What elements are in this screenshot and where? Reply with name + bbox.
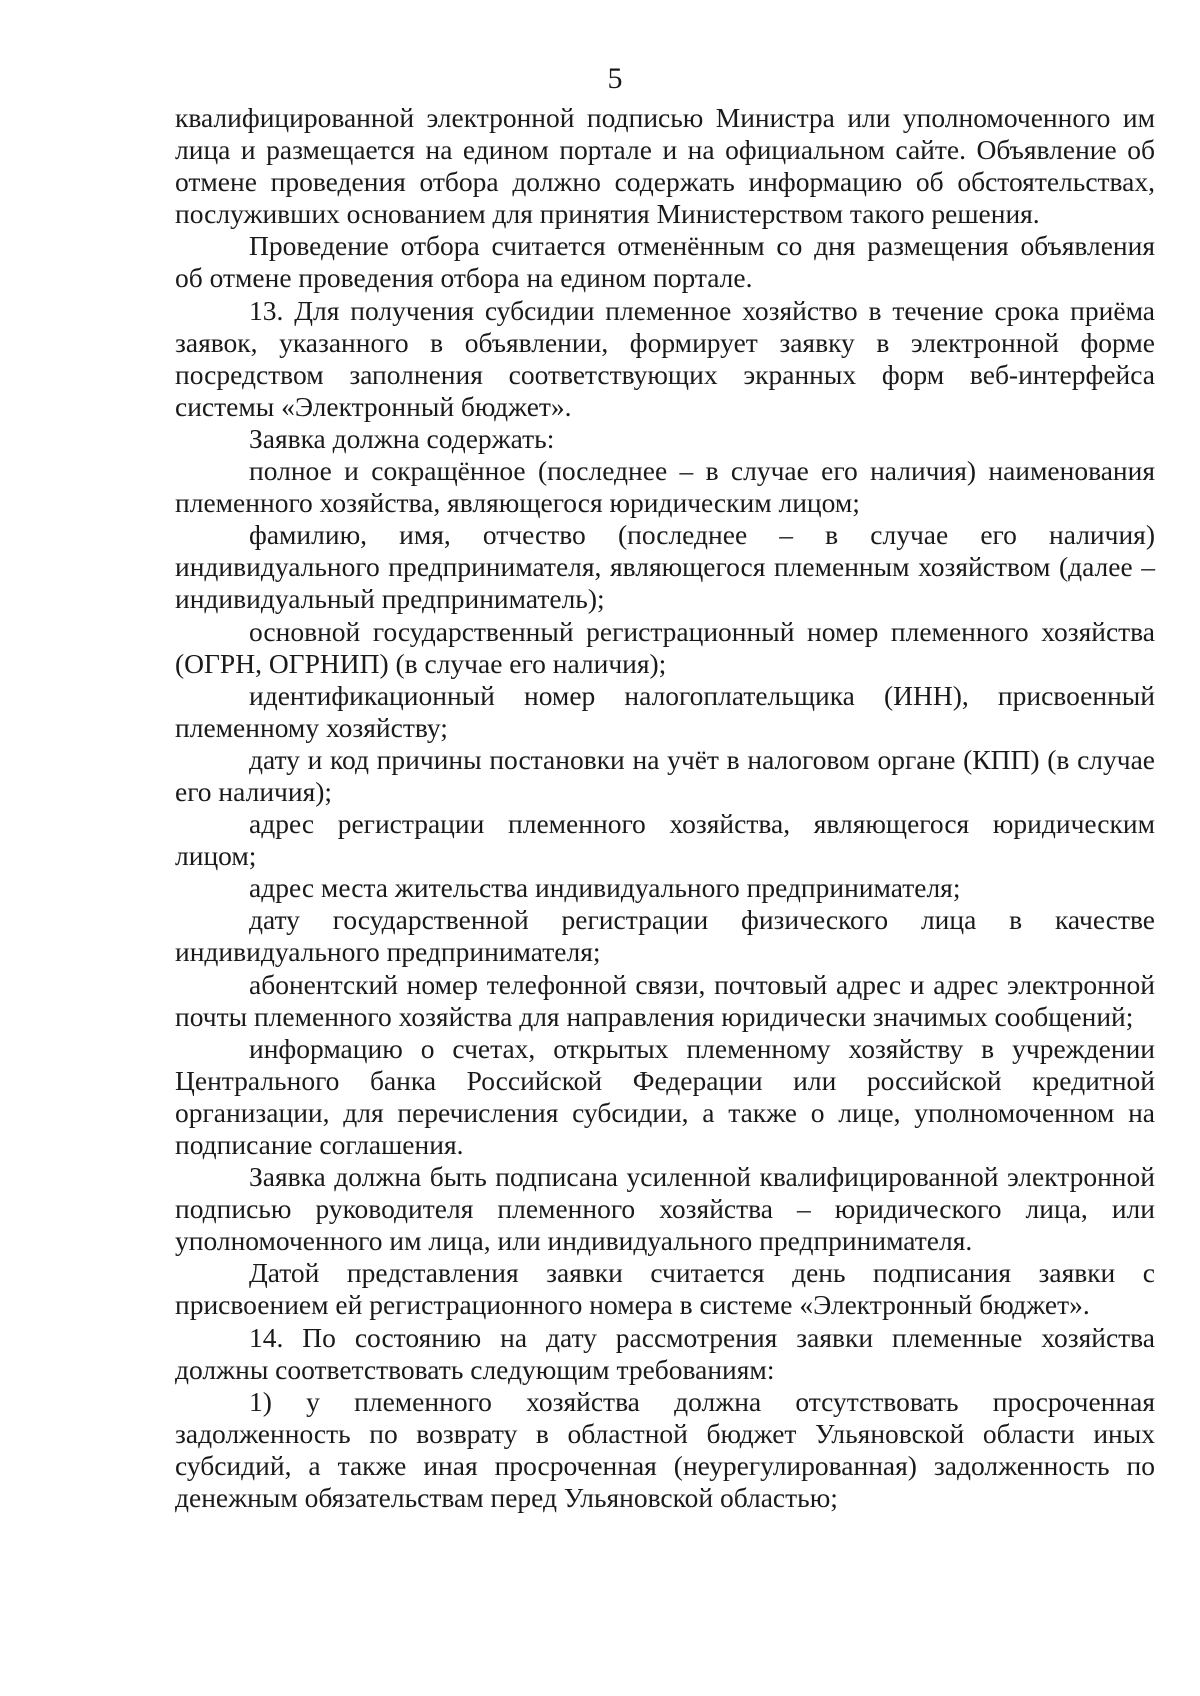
- list-item-contacts: абонентский номер телефонной связи, почтовый адрес и адрес электронной почты племенного хозяйства для направления юридически значимых сообщений;: [175, 968, 1155, 1032]
- paragraph-13: 13. Для получения субсидии племенное хозяйство в течение срока приёма заявок, указанного в объявлении, формирует заявку в электронной форме посредством заполнения соответствующих экранных форм веб-интерфейса системы «Электронный бюджет».: [175, 294, 1155, 422]
- list-item-residence-address: адрес места жительства индивидуального предпринимателя;: [249, 872, 961, 904]
- paragraph-submission-date: Датой представления заявки считается день подписания заявки с присвоением ей регистрационного номера в системе «Электронный бюджет».: [175, 1257, 1155, 1321]
- list-item-entrepreneur-name: фамилию, имя, отчество (последнее – в случае его наличия) индивидуального предпринимателя, являющегося племенным хозяйством (далее – индивидуальный предприниматель);: [175, 519, 1155, 615]
- paragraph-application-contents: Заявка должна содержать:: [249, 422, 555, 454]
- list-item-registration-address: адрес регистрации племенного хозяйства, являющегося юридическим лицом;: [175, 808, 1155, 872]
- document-body: [175, 102, 1155, 1514]
- list-item-kpp: дату и код причины постановки на учёт в налоговом органе (КПП) (в случае его наличия);: [175, 743, 1155, 807]
- paragraph-continuation: квалифицированной электронной подписью Министра или уполномоченного им лица и размещается на едином портале и на официальном сайте. Объявление об отмене проведения отбора должно содержать информацию об обстоятельствах, послуживших основанием для принятия Министерством такого решения.: [175, 102, 1155, 230]
- list-item-ogrn: основной государственный регистрационный номер племенного хозяйства (ОГРН, ОГРНИП) (в случае его наличия);: [175, 615, 1155, 679]
- list-item-bank-accounts: информацию о счетах, открытых племенному хозяйству в учреждении Центрального банка Российской Федерации или российской кредитной организации, для перечисления субсидии, а также о лице, уполномоченном на подписание соглашения.: [175, 1032, 1155, 1160]
- list-item-full-name: полное и сокращённое (последнее – в случае его наличия) наименования племенного хозяйства, являющегося юридическим лицом;: [175, 455, 1155, 519]
- paragraph-cancellation: Проведение отбора считается отменённым со дня размещения объявления об отмене проведения отбора на едином портале.: [175, 230, 1155, 294]
- paragraph-14: 14. По состоянию на дату рассмотрения заявки племенные хозяйства должны соответствовать следующим требованиям:: [175, 1321, 1155, 1385]
- paragraph-signature: Заявка должна быть подписана усиленной квалифицированной электронной подписью руководителя племенного хозяйства – юридического лица, или уполномоченного им лица, или индивидуального предпринимателя.: [175, 1161, 1155, 1257]
- list-item-registration-date: дату государственной регистрации физического лица в качестве индивидуального предпринимателя;: [175, 904, 1155, 968]
- list-item-requirement-1: 1) у племенного хозяйства должна отсутствовать просроченная задолженность по возврату в областной бюджет Ульяновской области иных субсидий, а также иная просроченная (неурегулированная) задолженность по денежным обязательствам перед Ульяновской областью;: [175, 1385, 1155, 1514]
- page-number: 5: [607, 62, 623, 95]
- list-item-inn: идентификационный номер налогоплательщика (ИНН), присвоенный племенному хозяйству;: [175, 679, 1155, 743]
